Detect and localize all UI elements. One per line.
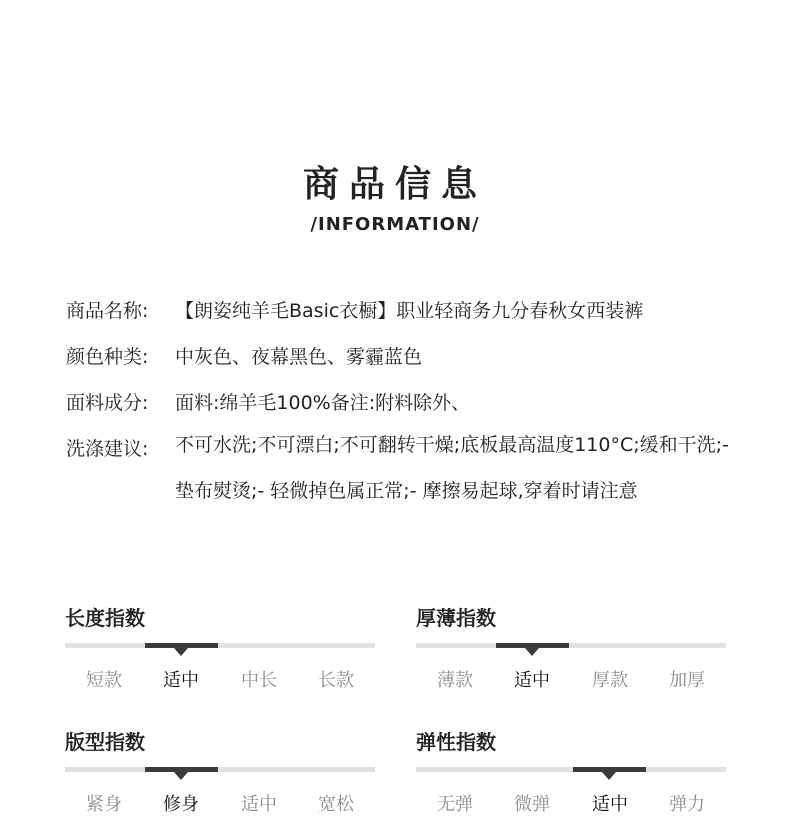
index-option: 适中	[241, 794, 277, 815]
index-option: 厚款	[592, 670, 628, 691]
index-track	[65, 643, 375, 648]
index-title: 版型指数	[65, 730, 145, 754]
page-subtitle: /INFORMATION/	[310, 214, 480, 235]
info-value: 【朗姿纯羊毛Basic衣橱】职业轻商务九分春秋女西装裤	[175, 300, 644, 322]
info-label: 洗涤建议:	[66, 438, 149, 460]
index-option: 无弹	[437, 794, 473, 815]
page-title: 商品信息	[302, 164, 487, 205]
index-option: 加厚	[669, 670, 705, 691]
index-option: 宽松	[318, 794, 354, 815]
index-option: 短款	[86, 670, 122, 691]
index-elasticity	[416, 726, 726, 815]
info-value: 中灰色、夜幕黑色、雾霾蓝色	[175, 346, 423, 368]
index-track	[416, 643, 726, 648]
index-option: 修身	[163, 794, 199, 815]
index-length	[65, 602, 375, 691]
index-option: 弹力	[669, 794, 705, 815]
index-thickness	[416, 602, 726, 691]
index-option: 适中	[163, 670, 199, 691]
info-label: 颜色种类:	[66, 346, 149, 368]
index-option: 微弹	[514, 794, 550, 815]
index-indicator	[145, 767, 218, 772]
index-track	[65, 767, 375, 772]
index-title: 厚薄指数	[416, 606, 496, 630]
info-value: 面料:绵羊毛100%备注:附料除外、	[175, 392, 471, 414]
index-indicator	[573, 767, 646, 772]
index-fit	[65, 726, 375, 815]
info-label: 面料成分:	[66, 392, 149, 414]
info-value: 不可水洗;不可漂白;不可翻转干燥;底板最高温度110°C;缓和干洗;- 垫布熨烫;- 轻微掉色属正常;- 摩擦易起球,穿着时请注意	[175, 434, 729, 502]
index-option: 紧身	[86, 794, 122, 815]
index-option: 适中	[592, 794, 628, 815]
index-indicator	[145, 643, 218, 648]
index-track	[416, 767, 726, 772]
index-title: 弹性指数	[416, 730, 496, 754]
index-indicator	[496, 643, 569, 648]
info-label: 商品名称:	[66, 300, 149, 322]
index-option: 薄款	[437, 670, 473, 691]
index-option: 中长	[241, 670, 277, 691]
index-title: 长度指数	[65, 606, 145, 630]
index-option: 长款	[318, 670, 354, 691]
index-option: 适中	[514, 670, 550, 691]
